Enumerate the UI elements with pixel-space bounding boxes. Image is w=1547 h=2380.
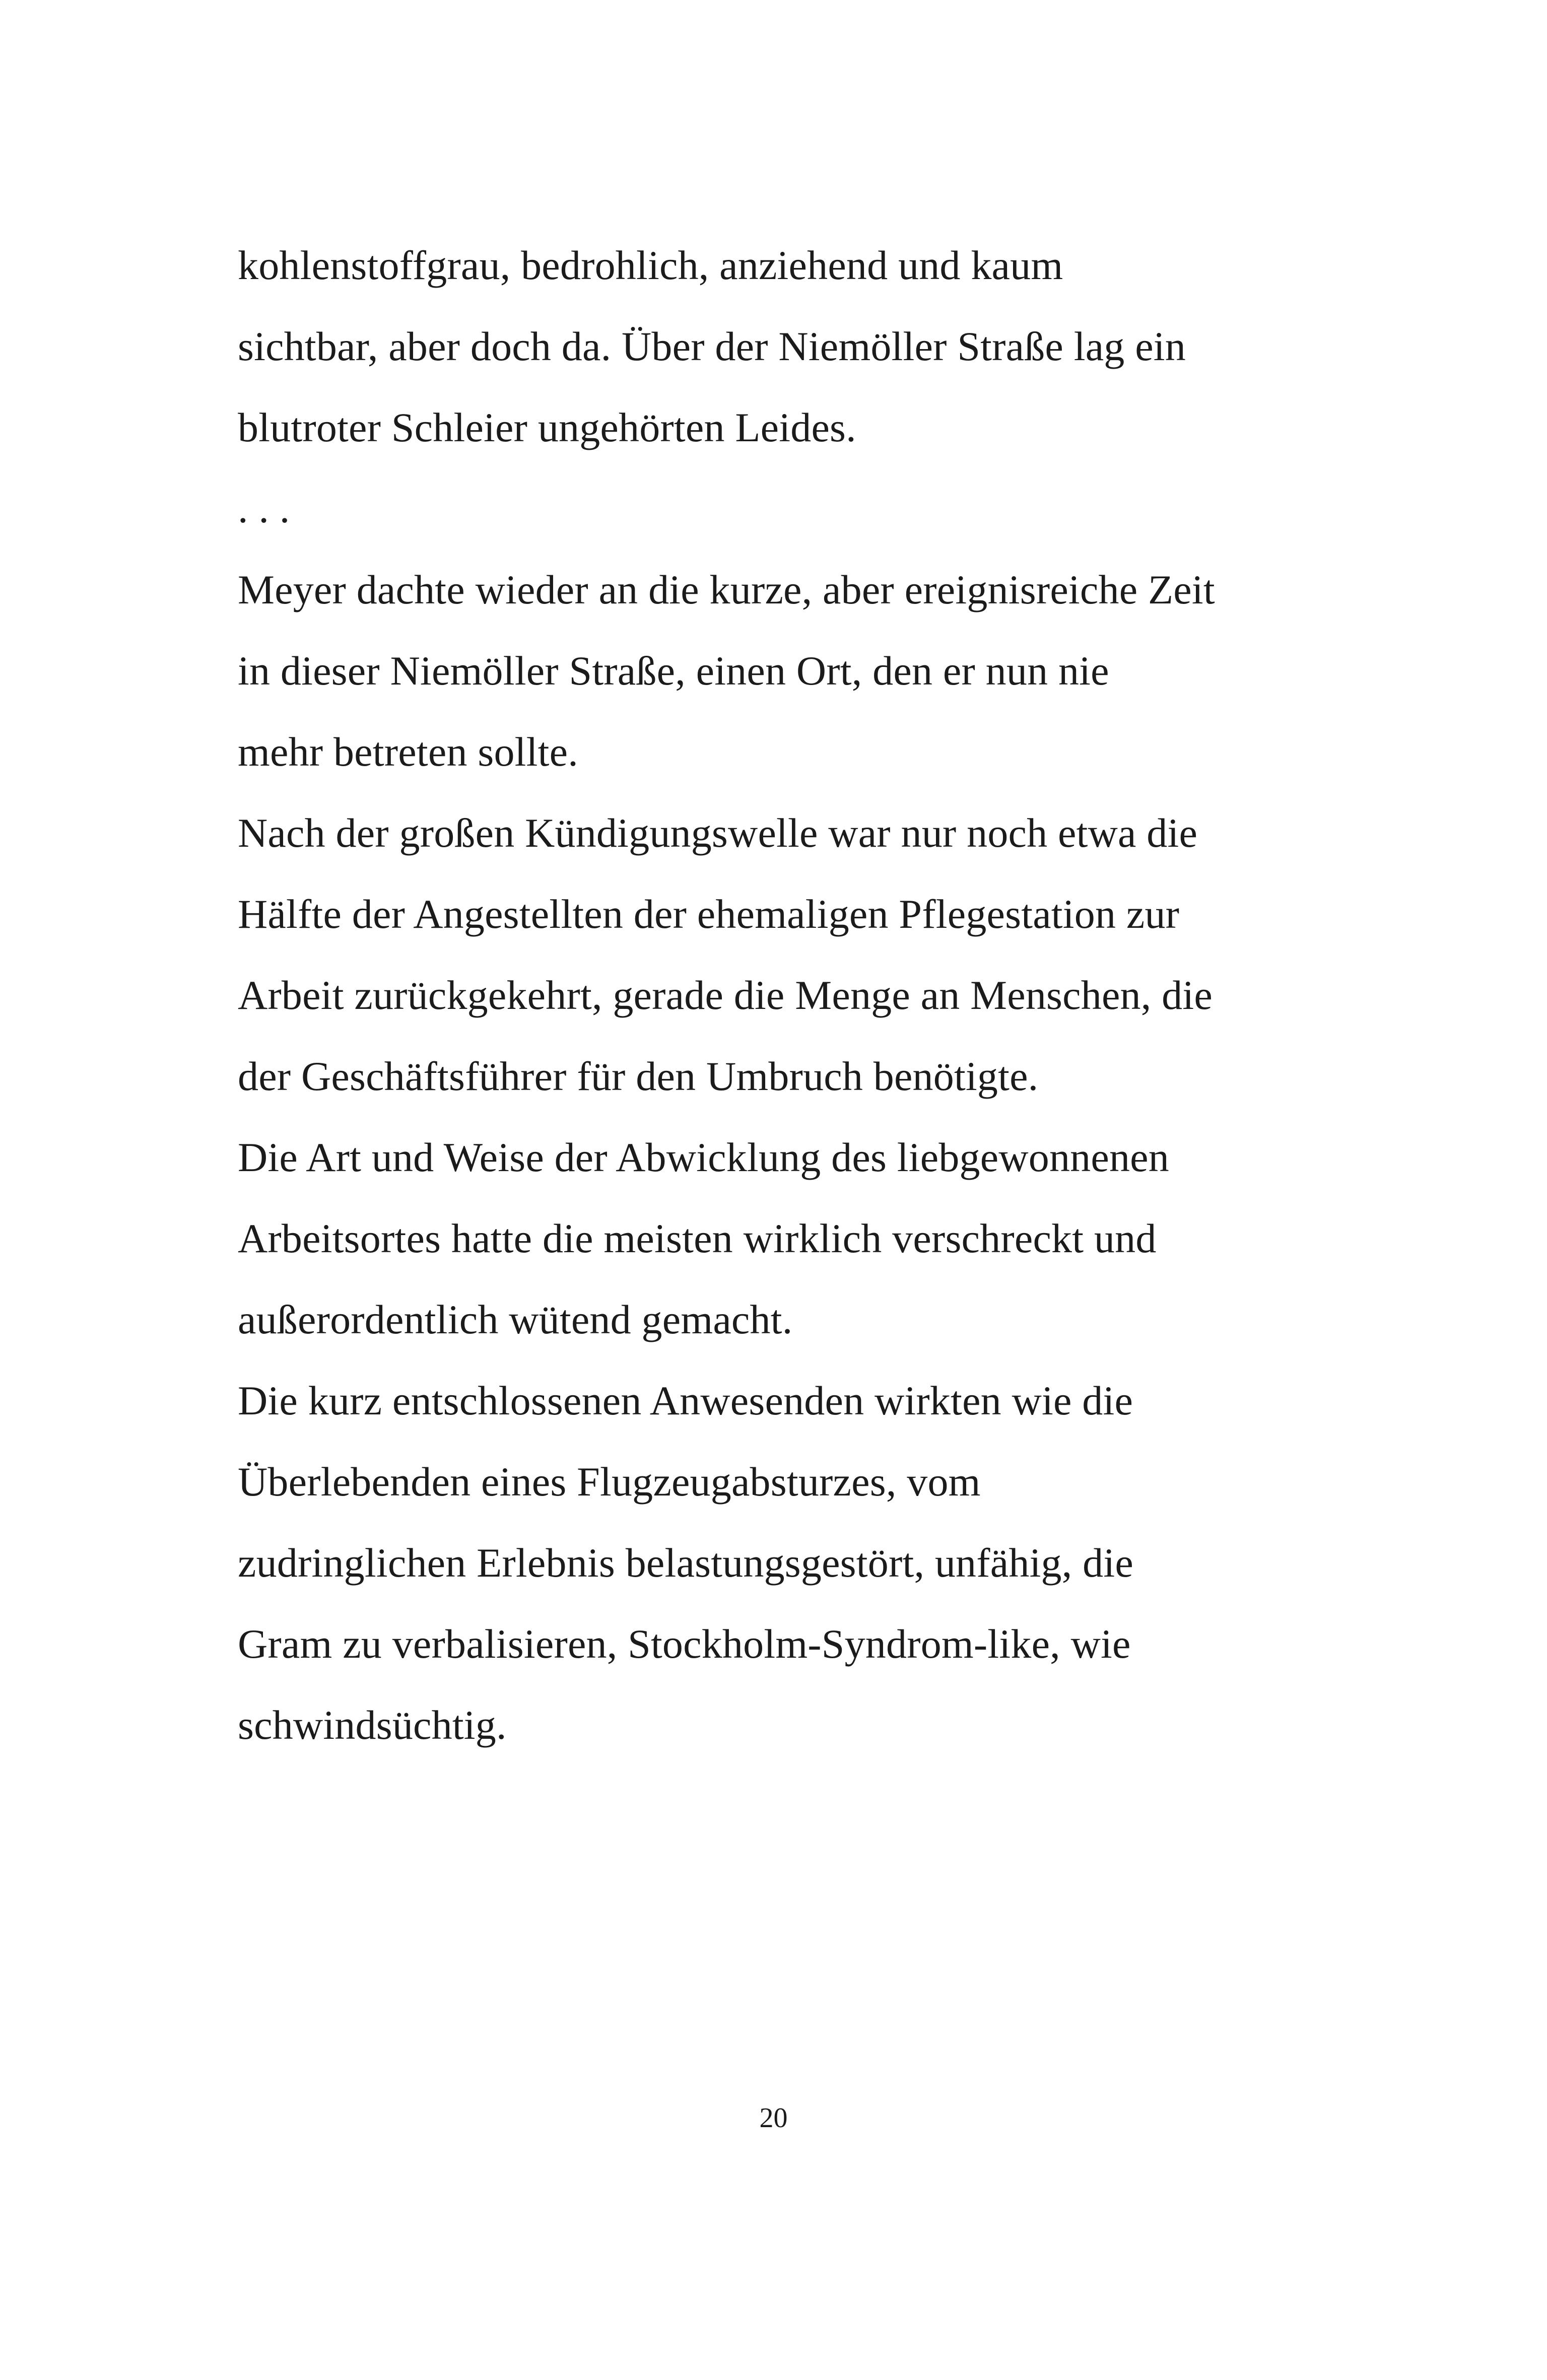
text-line: Die kurz entschlossenen Anwesenden wirkten wie die — [238, 1378, 1133, 1423]
text-line: Die Art und Weise der Abwicklung des liebgewonnenen — [238, 1134, 1169, 1180]
text-line: kohlenstoffgrau, bedrohlich, anziehend und kaum — [238, 242, 1063, 288]
text-line: Gram zu verbalisieren, Stockholm-Syndrom-like, wie — [238, 1621, 1131, 1667]
text-line: sichtbar, aber doch da. Über der Niemöller Straße lag ein — [238, 323, 1186, 369]
text-line: Meyer dachte wieder an die kurze, aber ereignisreiche Zeit — [238, 567, 1215, 613]
text-line: Nach der großen Kündigungswelle war nur noch etwa die — [238, 810, 1198, 856]
text-line: mehr betreten sollte. — [238, 729, 578, 775]
text-line: zudringlichen Erlebnis belastungsgestört, unfähig, die — [238, 1540, 1133, 1586]
text-line: Überlebenden eines Flugzeugabsturzes, vom — [238, 1459, 981, 1505]
text-line: Hälfte der Angestellten der ehemaligen Pflegestation zur — [238, 891, 1180, 937]
text-line: Arbeit zurückgekehrt, gerade die Menge an Menschen, die — [238, 972, 1213, 1018]
page-number: 20 — [759, 2102, 788, 2134]
body-text — [238, 242, 1366, 1786]
text-line: schwindsüchtig. — [238, 1702, 507, 1748]
text-line: in dieser Niemöller Straße, einen Ort, den er nun nie — [238, 648, 1109, 694]
text-line: Arbeitsortes hatte die meisten wirklich verschreckt und — [238, 1215, 1157, 1261]
text-line: der Geschäftsführer für den Umbruch benötigte. — [238, 1053, 1039, 1099]
text-line: außerordentlich wütend gemacht. — [238, 1297, 793, 1342]
text-line: blutroter Schleier ungehörten Leides. — [238, 404, 856, 450]
scene-break: . . . — [238, 486, 290, 531]
